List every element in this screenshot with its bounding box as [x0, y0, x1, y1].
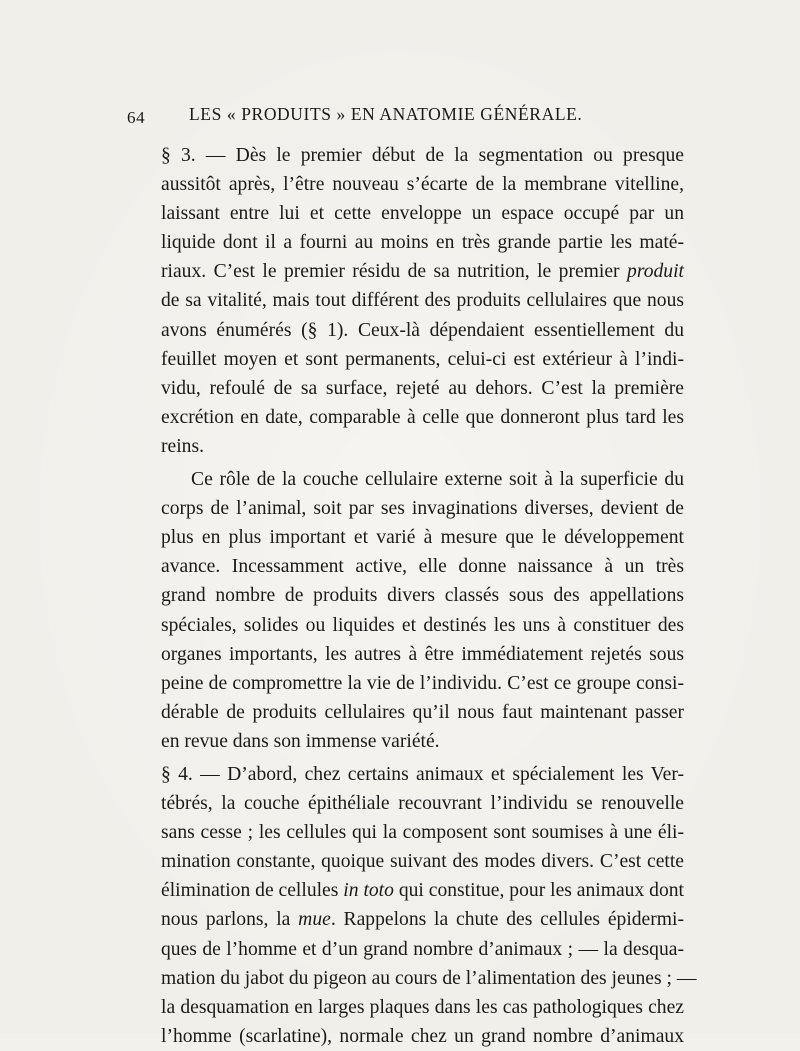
text-segment: . Rappelons la chute des cellules épidermi- — [330, 909, 684, 931]
text-line: en revue dans son immense variété. — [161, 730, 440, 752]
text-line: § 3. — Dès le premier début de la segmentation ou presque — [161, 145, 684, 166]
text-line: reins. — [161, 435, 204, 457]
text-line: § 4. — D’abord, chez certains animaux et spécialement les Ver- — [161, 763, 684, 785]
text-line: avance. Incessamment active, elle donne naissance à un très — [161, 556, 684, 578]
text-segment: qui constitue, pour les animaux dont — [393, 880, 684, 902]
paragraph-role — [131, 465, 684, 756]
text-line: liquide dont il a fourni au moins en très grande partie les maté- — [161, 232, 684, 254]
text-line: spéciales, solides ou liquides et destinés les uns à constituer des — [161, 614, 684, 636]
text-line: vidu, refoulé de sa surface, rejeté au dehors. C’est la première — [161, 377, 684, 399]
page-number: 64 — [127, 108, 146, 127]
text-line: feuillet moyen et sont permanents, celui-ci est extérieur à l’indi- — [161, 348, 684, 370]
body-text — [131, 141, 697, 1051]
text-line — [131, 876, 684, 905]
text-line: sans cesse ; les cellules qui la composent sont soumises à une éli- — [161, 822, 684, 844]
text-line: grand nombre de produits divers classés sous des appellations — [161, 585, 684, 607]
text-line: aussitôt après, l’être nouveau s’écarte de la membrane vitelline, — [161, 174, 684, 196]
text-line: ques de l’homme et d’un grand nombre d’animaux ; — la desqua- — [161, 938, 684, 960]
text-line: plus en plus important et varié à mesure que le développement — [161, 527, 684, 549]
text-line: tébrés, la couche épithéliale recouvrant l’individu se renouvelle — [161, 793, 684, 815]
text-line: Ce rôle de la couche cellulaire externe soit à la superficie du — [191, 469, 684, 491]
text-segment: élimination de cellules — [161, 880, 344, 902]
italic-phrase-in-toto: in toto — [343, 880, 394, 902]
paragraph-section-3 — [131, 141, 684, 461]
italic-word-produit: produit — [627, 261, 684, 283]
page-header — [127, 104, 687, 134]
text-line — [131, 905, 684, 934]
text-line: l’homme (scarlatine), normale chez un grand nombre d’animaux — [161, 1025, 684, 1047]
text-line: dérable de produits cellulaires qu’il nous faut maintenant passer — [161, 701, 684, 723]
text-line: organes importants, les autres à être immédiatement rejetés sous — [161, 643, 684, 665]
paragraph-section-4 — [131, 760, 697, 1051]
text-line: excrétion en date, comparable à celle que donneront plus tard les — [161, 406, 684, 428]
text-segment: nous parlons, la — [161, 909, 299, 931]
text-line: avons énumérés (§ 1). Ceux-là dépendaient essentiellement du — [161, 319, 684, 341]
text-line: la desquamation en larges plaques dans les cas pathologiques chez — [161, 996, 684, 1018]
text-line: de sa vitalité, mais tout différent des produits cellulaires que nous — [161, 290, 684, 312]
italic-word-mue: mue — [298, 909, 331, 931]
running-head: LES « PRODUITS » EN ANATOMIE GÉNÉRALE. — [189, 104, 583, 124]
text-line: laissant entre lui et cette enveloppe un espace occupé par un — [161, 203, 684, 225]
text-line: mation du jabot du pigeon au cours de l’alimentation des jeunes ; — — [161, 967, 697, 989]
text-segment: riaux. C’est le premier résidu de sa nutrition, le premier — [161, 261, 628, 283]
text-line — [131, 257, 684, 286]
text-line: corps de l’animal, soit par ses invaginations diverses, devient de — [161, 498, 684, 520]
text-line: peine de compromettre la vie de l’individu. C’est ce groupe consi- — [161, 672, 684, 694]
text-line: mination constante, quoique suivant des modes divers. C’est cette — [161, 851, 684, 873]
